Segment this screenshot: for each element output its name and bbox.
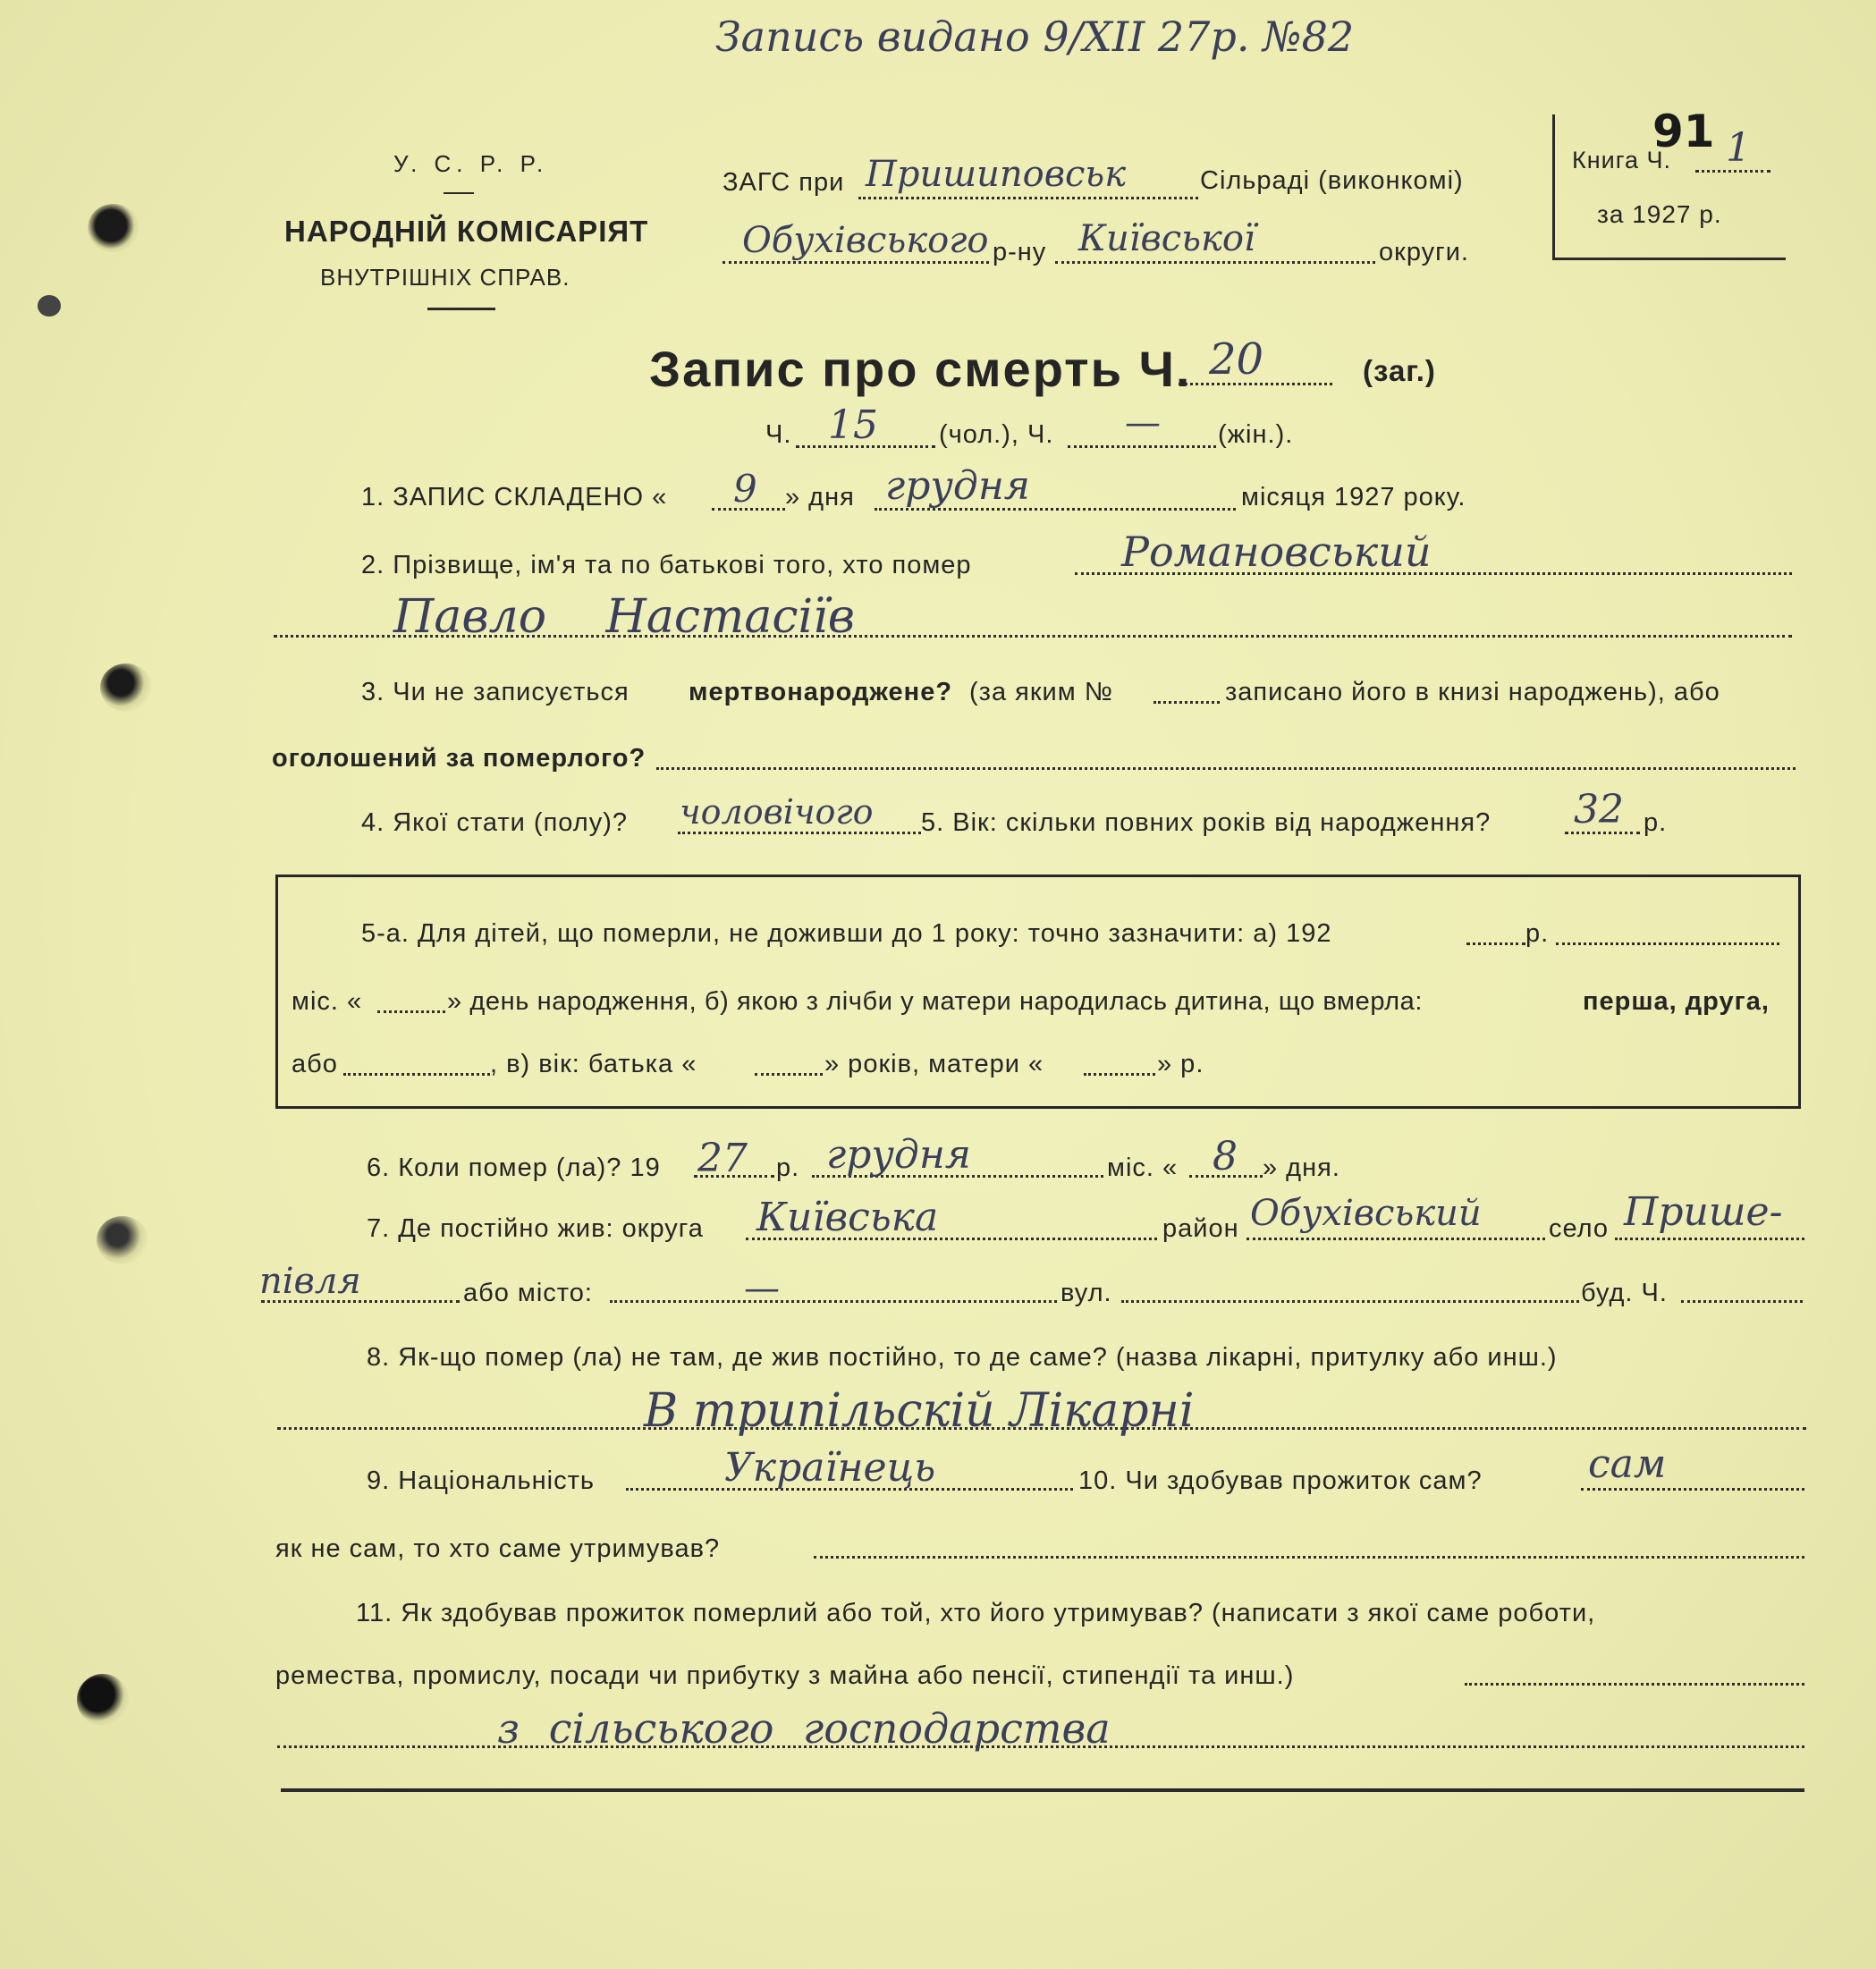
zags-village-line	[858, 197, 1198, 199]
q10-answer-value: сам	[1588, 1441, 1667, 1487]
q2-surname-value: Романовський	[1121, 528, 1432, 576]
ussr-label: У. С. Р. Р.	[393, 150, 549, 177]
q6-day-value: 8	[1213, 1134, 1238, 1179]
q5a-line3c: » років, матери «	[824, 1050, 1044, 1078]
q8-label: 8. Як-що помер (ла) не там, де жив постійно, то де саме? (назва лікарні, притулку або инш.)	[367, 1343, 1558, 1372]
okruga-value: Київської	[1078, 218, 1255, 259]
q7-city-label: або місто:	[463, 1279, 593, 1307]
punch-hole	[100, 663, 152, 712]
q10-answer-line	[1581, 1488, 1804, 1491]
title-suffix: (заг.)	[1363, 354, 1436, 387]
page-title: Запис про смерть Ч.	[649, 341, 1192, 397]
q7-rayon-label: район	[1162, 1214, 1239, 1243]
q5a-line1-end: р.	[1525, 919, 1550, 948]
q5a-line3b: , в) вік: батька «	[490, 1050, 697, 1078]
q5a-day-line	[377, 1010, 445, 1013]
q1-day-value: 9	[733, 467, 757, 511]
book-stamp-number: 91	[1652, 106, 1715, 157]
top-handwritten-note: Запись видано 9/XII 27р. №82	[715, 13, 1355, 61]
q7-city-line	[610, 1300, 1057, 1303]
q5a-father-age-line	[755, 1073, 823, 1076]
q3-stillborn: мертвонароджене?	[689, 678, 953, 706]
men-count-label: (чол.), Ч.	[939, 420, 1054, 449]
punch-hole	[38, 295, 61, 317]
q2-name-value: Павло Настасіїв	[393, 590, 855, 644]
q5-label: 5. Вік: скільки повних років від народження?	[921, 808, 1492, 837]
punch-hole	[77, 1674, 129, 1726]
punch-hole	[97, 1216, 148, 1264]
record-number-value: 20	[1209, 334, 1264, 385]
q1-suffix: місяця 1927 року.	[1241, 483, 1466, 511]
q5a-line2-bold: перша, друга,	[1583, 987, 1770, 1016]
q1-month-value: грудня	[885, 463, 1030, 509]
q6-day-end: » дня.	[1263, 1154, 1340, 1182]
district-label: р-ну	[993, 238, 1047, 266]
okruga-label: округи.	[1379, 238, 1469, 266]
q6-label: 6. Коли помер (ла)? 19	[367, 1154, 661, 1182]
q5a-year-line	[1466, 942, 1525, 945]
q3-declared-dead: оголошений за померлого?	[272, 744, 646, 773]
commissariat-label: НАРОДНІЙ КОМІСАРІЯТ	[284, 215, 649, 248]
q3-part3: записано його в книзі народжень), або	[1225, 678, 1720, 706]
q6-month-value: грудня	[826, 1132, 971, 1178]
q5-age-unit: р.	[1644, 808, 1668, 837]
book-number-value: 1	[1726, 125, 1751, 171]
q7-rayon-line	[1246, 1238, 1545, 1240]
q3-part2: (за яким №	[969, 678, 1113, 706]
q5a-line2b: » день народження, б) якою з лічби у матери народилась дитина, що вмерла:	[447, 987, 1423, 1016]
q3-part1: 3. Чи не записується	[361, 678, 630, 706]
book-label: Книга Ч.	[1572, 147, 1671, 173]
q5-age-value: 32	[1574, 787, 1624, 832]
q10-label: 10. Чи здобував прожиток сам?	[1078, 1466, 1483, 1495]
q7-rayon-value: Обухівський	[1250, 1193, 1482, 1234]
q4-sex-line	[678, 832, 921, 834]
q6-year-value: 27	[697, 1136, 748, 1181]
district-line	[723, 261, 989, 264]
q5a-month-line	[1556, 942, 1779, 945]
q1-label: 1. ЗАПИС СКЛАДЕНО «	[361, 483, 668, 511]
q9-answer-value: Українець	[724, 1445, 936, 1491]
q11-line2-dots	[1465, 1683, 1804, 1686]
q11-line2: ремества, промислу, посади чи прибутку з майна або пенсії, стипендії та инш.)	[275, 1661, 1295, 1690]
q4-sex-value: чоловічого	[680, 792, 874, 832]
men-count-value: 15	[828, 402, 878, 448]
q11-answer-value: з сільського господарства	[497, 1704, 1111, 1753]
zags-prefix: ЗАГС при	[723, 168, 845, 197]
women-count-value: —	[1125, 402, 1161, 444]
q5a-line1: 5-а. Для дітей, що померли, не доживши до 1 року: точно зазначити: а) 192	[361, 919, 1332, 948]
q7-building-label: буд. Ч.	[1581, 1279, 1668, 1307]
q7-selo-label: село	[1549, 1214, 1610, 1243]
council-label: Сільраді (виконкомі)	[1200, 166, 1464, 195]
q7-building-line	[1681, 1300, 1803, 1303]
q11-line1: 11. Як здобував прожиток померлий або той, хто його утримував? (написати з якої саме роботи,	[356, 1599, 1596, 1627]
zags-village-value: Пришиповськ	[866, 154, 1127, 195]
q7-street-label: вул.	[1061, 1279, 1112, 1307]
q5a-order-line	[343, 1073, 490, 1076]
q3-declared-line	[656, 767, 1796, 770]
q2-label: 2. Прізвище, ім'я та по батькові того, хто помер	[361, 551, 972, 579]
q5a-line3d: » р.	[1157, 1050, 1204, 1078]
divider	[444, 192, 474, 194]
punch-hole	[88, 204, 139, 252]
q3-number-line	[1153, 701, 1220, 704]
q7-selo-value: Прише-	[1624, 1189, 1783, 1235]
q7-city-value: —	[744, 1268, 780, 1309]
q6-year-unit: р.	[776, 1154, 800, 1182]
q5a-line3a: або	[292, 1050, 338, 1078]
q7-selo-line	[1615, 1238, 1804, 1240]
q5a-mother-age-line	[1084, 1073, 1155, 1076]
q1-mid: » дня	[785, 483, 855, 511]
count-prefix: Ч.	[765, 420, 792, 449]
q4-label: 4. Якої стати (полу)?	[361, 808, 628, 837]
q7-street-line	[1121, 1300, 1579, 1303]
women-count-line	[1068, 445, 1216, 448]
bottom-rule	[281, 1788, 1804, 1792]
q7-label: 7. Де постійно жив: округа	[367, 1214, 704, 1243]
women-count-label: (жін.).	[1218, 420, 1294, 449]
q8-answer-value: В трипільскій Лікарні	[644, 1384, 1195, 1438]
q6-month-label: міс. «	[1107, 1154, 1179, 1182]
okruga-line	[1055, 261, 1375, 264]
q9-label: 9. Національність	[367, 1466, 596, 1495]
district-value: Обухівського	[742, 220, 989, 261]
q7-okruga-value: Київська	[756, 1195, 939, 1240]
q10-supporter-line	[814, 1556, 1804, 1559]
q7-selo-value-cont: півля	[259, 1261, 361, 1302]
internal-affairs-label: ВНУТРІШНІХ СПРАВ.	[320, 264, 570, 291]
q10-supporter-label: як не сам, то хто саме утримував?	[275, 1534, 721, 1563]
divider	[427, 308, 495, 310]
book-year: за 1927 р.	[1597, 200, 1722, 228]
q5a-line2a: міс. «	[292, 987, 363, 1016]
